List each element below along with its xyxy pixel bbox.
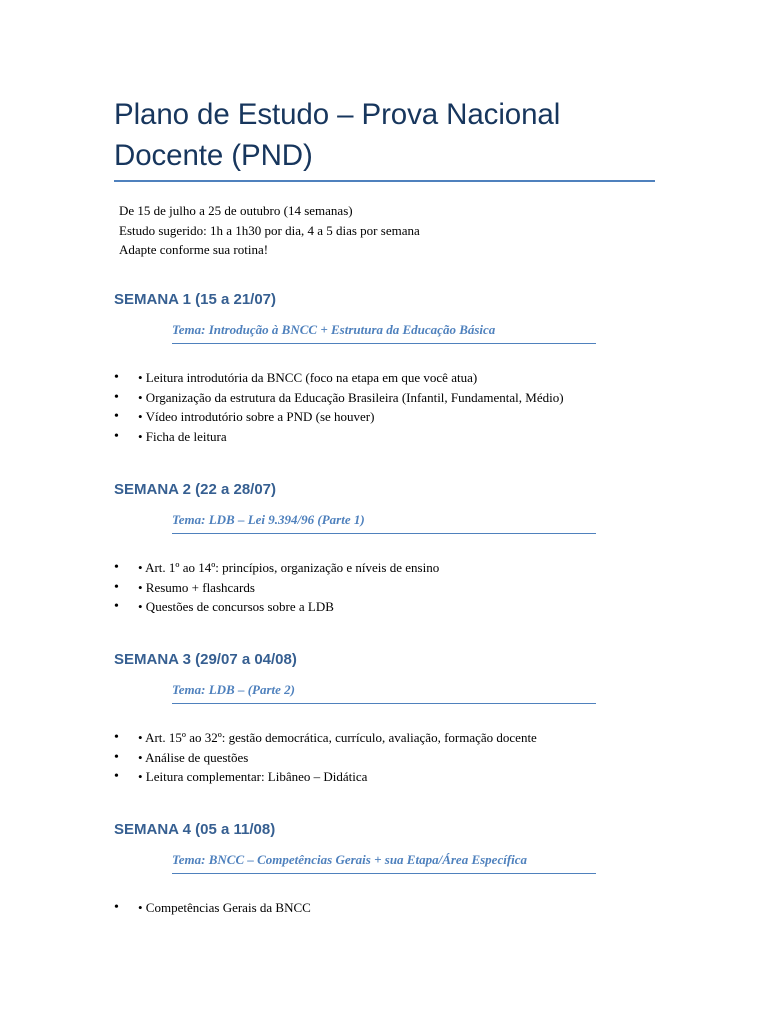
week-4-section bbox=[114, 820, 674, 915]
week-theme: Tema: LDB – (Parte 2) bbox=[172, 681, 596, 704]
week-task-list bbox=[114, 728, 537, 787]
list-item bbox=[114, 388, 564, 408]
list-item bbox=[114, 368, 564, 388]
bullet-icon: • bbox=[114, 370, 119, 385]
week-theme: Tema: LDB – Lei 9.394/96 (Parte 1) bbox=[172, 511, 596, 534]
list-item bbox=[114, 407, 564, 427]
intro-period: De 15 de julho a 25 de outubro (14 semanas) bbox=[119, 203, 353, 218]
bullet-icon: • bbox=[114, 769, 119, 784]
list-item-text: • Organização da estrutura da Educação Brasileira (Infantil, Fundamental, Médio) bbox=[138, 389, 564, 405]
intro-note: Adapte conforme sua rotina! bbox=[119, 242, 269, 257]
document-title: Plano de Estudo – Prova Nacional Docente (PND) bbox=[114, 98, 561, 172]
bullet-icon: • bbox=[114, 900, 119, 915]
list-item-text: • Leitura complementar: Libâneo – Didática bbox=[138, 769, 368, 784]
list-item-text: • Leitura introdutória da BNCC (foco na etapa em que você atua) bbox=[138, 370, 478, 385]
title-underline bbox=[114, 180, 655, 182]
week-2-section bbox=[114, 480, 674, 614]
list-item-text: • Ficha de leitura bbox=[138, 428, 227, 444]
list-item bbox=[114, 728, 537, 748]
bullet-icon: • bbox=[114, 730, 119, 745]
bullet-icon: • bbox=[114, 428, 119, 444]
week-theme: Tema: Introdução à BNCC + Estrutura da Educação Básica bbox=[172, 321, 596, 344]
list-item-text: • Art. 1º ao 14º: princípios, organização e níveis de ensino bbox=[138, 560, 440, 575]
list-item bbox=[114, 597, 439, 617]
list-item bbox=[114, 578, 439, 598]
week-heading: SEMANA 1 (15 a 21/07) bbox=[114, 291, 277, 308]
intro-schedule: Estudo sugerido: 1h a 1h30 por dia, 4 a 5 dias por semana bbox=[119, 222, 420, 238]
bullet-icon: • bbox=[114, 599, 119, 614]
bullet-icon: • bbox=[114, 579, 119, 595]
list-item-text: • Análise de questões bbox=[138, 749, 249, 765]
list-item bbox=[114, 748, 537, 768]
list-item bbox=[114, 898, 311, 918]
bullet-icon: • bbox=[114, 389, 119, 405]
week-task-list bbox=[114, 558, 439, 617]
bullet-icon: • bbox=[114, 749, 119, 765]
list-item-text: • Art. 15º ao 32º: gestão democrática, currículo, avaliação, formação docente bbox=[138, 730, 537, 745]
list-item bbox=[114, 767, 537, 787]
week-theme: Tema: BNCC – Competências Gerais + sua Etapa/Área Específica bbox=[172, 851, 596, 874]
week-heading: SEMANA 4 (05 a 11/08) bbox=[114, 821, 276, 838]
bullet-icon: • bbox=[114, 409, 119, 424]
list-item bbox=[114, 558, 439, 578]
list-item-text: • Competências Gerais da BNCC bbox=[138, 900, 311, 915]
week-3-section bbox=[114, 650, 674, 784]
list-item-text: • Resumo + flashcards bbox=[138, 579, 255, 595]
week-1-section bbox=[114, 290, 674, 444]
week-task-list bbox=[114, 368, 564, 446]
week-task-list bbox=[114, 898, 311, 918]
list-item bbox=[114, 427, 564, 447]
week-heading: SEMANA 3 (29/07 a 04/08) bbox=[114, 651, 297, 668]
intro-block bbox=[119, 201, 420, 260]
list-item-text: • Questões de concursos sobre a LDB bbox=[138, 599, 334, 614]
list-item-text: • Vídeo introdutório sobre a PND (se houver) bbox=[138, 409, 375, 424]
bullet-icon: • bbox=[114, 560, 119, 575]
week-heading: SEMANA 2 (22 a 28/07) bbox=[114, 481, 277, 498]
